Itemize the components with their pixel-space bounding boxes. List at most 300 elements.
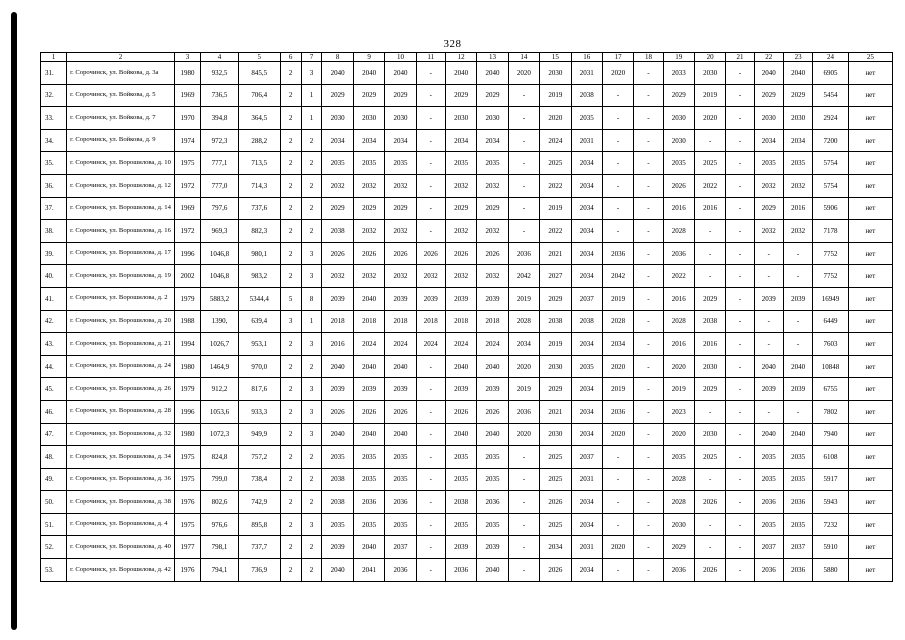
table-cell: 1975 <box>174 152 200 175</box>
table-cell: 798,1 <box>201 536 239 559</box>
table-cell: - <box>754 242 783 265</box>
table-cell: 737,6 <box>238 197 280 220</box>
table-cell: 1972 <box>174 220 200 243</box>
table-cell: 794,1 <box>201 559 239 582</box>
table-cell: 2040 <box>353 287 384 310</box>
table-cell: 1988 <box>174 310 200 333</box>
table-cell: 1979 <box>174 378 200 401</box>
table-cell: 2039 <box>385 378 416 401</box>
table-cell: 2016 <box>322 333 353 356</box>
table-cell: - <box>634 333 663 356</box>
table-cell: 2026 <box>540 559 571 582</box>
table-cell: 2024 <box>385 333 416 356</box>
column-number-row <box>41 53 893 62</box>
address-cell: г. Сорочинск, ул. Ворошилова, д. 40 <box>67 536 175 559</box>
table-cell: 2029 <box>754 197 783 220</box>
table-cell: 2042 <box>508 265 539 288</box>
table-cell: - <box>508 536 539 559</box>
table-cell: - <box>634 536 663 559</box>
table-cell: 2 <box>301 355 322 378</box>
table-cell: - <box>416 378 445 401</box>
table-cell: - <box>602 129 633 152</box>
table-cell: - <box>783 310 812 333</box>
table-cell: 2039 <box>754 378 783 401</box>
table-cell: 2037 <box>571 446 602 469</box>
table-cell: 2021 <box>540 400 571 423</box>
table-cell: 2019 <box>602 287 633 310</box>
table-cell: 2016 <box>783 197 812 220</box>
buildings-table <box>40 52 893 582</box>
table-cell: - <box>602 468 633 491</box>
table-cell: 2035 <box>385 152 416 175</box>
table-cell: 2025 <box>540 468 571 491</box>
address-cell: г. Сорочинск, ул. Ворошилова, д. 38 <box>67 491 175 514</box>
column-number: 8 <box>322 53 353 62</box>
table-cell: 1 <box>301 84 322 107</box>
table-cell: 2027 <box>540 265 571 288</box>
row-number-cell: 44. <box>41 355 67 378</box>
table-cell: нет <box>848 400 892 423</box>
address-cell: г. Сорочинск, ул. Ворошилова, д. 42 <box>67 559 175 582</box>
table-cell: 2040 <box>477 559 508 582</box>
table-cell: 2035 <box>663 446 694 469</box>
table-cell: 394,8 <box>201 107 239 130</box>
table-cell: 2030 <box>663 129 694 152</box>
table-cell: 6905 <box>813 62 849 85</box>
table-cell: 2022 <box>694 174 725 197</box>
table-cell: 2034 <box>571 152 602 175</box>
table-cell: 5883,2 <box>201 287 239 310</box>
row-number-cell: 45. <box>41 378 67 401</box>
address-cell: г. Сорочинск, ул. Ворошилова, д. 21 <box>67 333 175 356</box>
row-number-cell: 40. <box>41 265 67 288</box>
table-row <box>41 287 893 310</box>
table-cell: 2025 <box>540 446 571 469</box>
table-cell: 2032 <box>477 265 508 288</box>
table-cell: 799,0 <box>201 468 239 491</box>
column-number: 3 <box>174 53 200 62</box>
table-cell: 2029 <box>322 84 353 107</box>
address-cell: г. Сорочинск, ул. Ворошилова, д. 12 <box>67 174 175 197</box>
table-cell: 6755 <box>813 378 849 401</box>
table-cell: 2035 <box>322 152 353 175</box>
table-cell: 2034 <box>508 333 539 356</box>
table-cell: 2002 <box>174 265 200 288</box>
table-cell: 3 <box>301 423 322 446</box>
table-cell: 2029 <box>385 84 416 107</box>
column-number: 17 <box>602 53 633 62</box>
table-cell: - <box>726 242 754 265</box>
table-cell: - <box>634 287 663 310</box>
table-cell: 2040 <box>783 423 812 446</box>
table-cell: - <box>602 174 633 197</box>
table-cell: 2029 <box>445 84 476 107</box>
table-cell: - <box>634 265 663 288</box>
address-cell: г. Сорочинск, ул. Ворошилова, д. 34 <box>67 446 175 469</box>
table-cell: 3 <box>280 310 301 333</box>
table-cell: 2036 <box>663 559 694 582</box>
table-cell: 5906 <box>813 197 849 220</box>
table-cell: 2040 <box>353 355 384 378</box>
table-cell: 797,6 <box>201 197 239 220</box>
address-cell: г. Сорочинск, ул. Ворошилова, д. 24 <box>67 355 175 378</box>
table-cell: - <box>783 242 812 265</box>
table-cell: 2020 <box>602 62 633 85</box>
table-cell: - <box>416 197 445 220</box>
address-cell: г. Сорочинск, ул. Ворошилова, д. 20 <box>67 310 175 333</box>
table-cell: 2029 <box>385 197 416 220</box>
table-cell: 2032 <box>353 265 384 288</box>
table-cell: - <box>726 62 754 85</box>
table-cell: 2032 <box>477 174 508 197</box>
table-cell: - <box>634 174 663 197</box>
table-row <box>41 468 893 491</box>
table-cell: 2034 <box>571 400 602 423</box>
table-row <box>41 242 893 265</box>
table-cell: 2040 <box>754 62 783 85</box>
table-cell: 5 <box>280 287 301 310</box>
table-cell: 639,4 <box>238 310 280 333</box>
binding-edge <box>11 12 17 630</box>
table-cell: 2032 <box>416 265 445 288</box>
table-cell: 2039 <box>477 287 508 310</box>
table-cell: 2026 <box>385 400 416 423</box>
table-cell: 972,3 <box>201 129 239 152</box>
table-row <box>41 220 893 243</box>
table-cell: - <box>726 513 754 536</box>
table-cell: - <box>416 446 445 469</box>
table-cell: 2035 <box>477 468 508 491</box>
table-cell: нет <box>848 107 892 130</box>
table-cell: 2030 <box>353 107 384 130</box>
table-cell: 738,4 <box>238 468 280 491</box>
table-cell: 7752 <box>813 265 849 288</box>
table-cell: 2026 <box>322 242 353 265</box>
table-cell: 2031 <box>571 468 602 491</box>
table-cell: - <box>634 378 663 401</box>
table-cell: - <box>634 423 663 446</box>
table-cell: 2038 <box>445 491 476 514</box>
table-row <box>41 446 893 469</box>
table-cell: 2036 <box>353 491 384 514</box>
table-cell: 2035 <box>385 468 416 491</box>
table-cell: 2022 <box>540 174 571 197</box>
row-number-cell: 33. <box>41 107 67 130</box>
table-cell: 2020 <box>602 423 633 446</box>
table-cell: 2035 <box>445 446 476 469</box>
column-number: 13 <box>477 53 508 62</box>
table-cell: 1979 <box>174 287 200 310</box>
table-row <box>41 333 893 356</box>
table-cell: 2036 <box>663 242 694 265</box>
table-cell: 2037 <box>754 536 783 559</box>
table-cell: 2034 <box>571 197 602 220</box>
table-cell: 7603 <box>813 333 849 356</box>
table-cell: 2016 <box>694 197 725 220</box>
table-cell: 2 <box>280 423 301 446</box>
table-cell: 2031 <box>571 536 602 559</box>
table-cell: 2020 <box>602 536 633 559</box>
table-cell: 2034 <box>571 265 602 288</box>
table-cell: 2019 <box>540 84 571 107</box>
table-cell: 2034 <box>571 242 602 265</box>
table-cell: нет <box>848 152 892 175</box>
table-cell: 742,9 <box>238 491 280 514</box>
table-cell: 1390, <box>201 310 239 333</box>
table-cell: 2029 <box>754 84 783 107</box>
column-number: 2 <box>67 53 175 62</box>
table-cell: 2038 <box>694 310 725 333</box>
address-cell: г. Сорочинск, ул. Ворошилова, д. 2 <box>67 287 175 310</box>
address-cell: г. Сорочинск, ул. Ворошилова, д. 10 <box>67 152 175 175</box>
table-cell: 2026 <box>322 400 353 423</box>
table-cell: нет <box>848 536 892 559</box>
column-number: 11 <box>416 53 445 62</box>
table-cell: 714,3 <box>238 174 280 197</box>
table-cell: 2035 <box>353 446 384 469</box>
table-cell: 2038 <box>322 468 353 491</box>
table-cell: 2021 <box>540 242 571 265</box>
table-cell: - <box>416 559 445 582</box>
table-cell: 980,1 <box>238 242 280 265</box>
table-cell: 2030 <box>322 107 353 130</box>
table-cell: 2029 <box>353 84 384 107</box>
table-cell: 2 <box>280 174 301 197</box>
table-cell: - <box>416 355 445 378</box>
table-cell: нет <box>848 310 892 333</box>
table-cell: - <box>602 446 633 469</box>
table-cell: 2 <box>280 378 301 401</box>
table-cell: 2024 <box>540 129 571 152</box>
table-cell: 2032 <box>445 174 476 197</box>
table-cell: 2029 <box>322 197 353 220</box>
table-cell: 970,0 <box>238 355 280 378</box>
table-cell: - <box>783 333 812 356</box>
table-cell: - <box>508 152 539 175</box>
table-cell: 2032 <box>754 174 783 197</box>
table-cell: 2039 <box>445 378 476 401</box>
table-cell: 2039 <box>783 378 812 401</box>
table-cell: нет <box>848 62 892 85</box>
table-cell: 2 <box>280 265 301 288</box>
table-cell: 2026 <box>445 400 476 423</box>
table-cell: 2024 <box>416 333 445 356</box>
table-cell: 2 <box>280 220 301 243</box>
table-cell: 2030 <box>385 107 416 130</box>
table-cell: 1980 <box>174 355 200 378</box>
table-cell: - <box>602 559 633 582</box>
row-number-cell: 31. <box>41 62 67 85</box>
table-cell: 3 <box>301 242 322 265</box>
table-cell: 2034 <box>571 174 602 197</box>
table-cell: 1975 <box>174 513 200 536</box>
table-cell: 2036 <box>754 559 783 582</box>
table-cell: 2039 <box>322 287 353 310</box>
table-cell: 2036 <box>385 559 416 582</box>
table-cell: - <box>508 197 539 220</box>
table-cell: 912,2 <box>201 378 239 401</box>
table-cell: 3 <box>301 333 322 356</box>
table-cell: - <box>726 400 754 423</box>
table-cell: - <box>726 152 754 175</box>
column-number: 4 <box>201 53 239 62</box>
table-cell: 2029 <box>353 197 384 220</box>
table-cell: 7752 <box>813 242 849 265</box>
table-cell: 2029 <box>694 287 725 310</box>
table-cell: 2032 <box>385 174 416 197</box>
table-cell: - <box>416 491 445 514</box>
address-cell: г. Сорочинск, ул. Войкова, д. 5 <box>67 84 175 107</box>
column-number: 7 <box>301 53 322 62</box>
table-cell: 8 <box>301 287 322 310</box>
table-cell: 2019 <box>540 333 571 356</box>
table-cell: 2026 <box>477 400 508 423</box>
table-cell: 2032 <box>322 265 353 288</box>
table-cell: - <box>726 423 754 446</box>
table-cell: 2035 <box>754 152 783 175</box>
table-cell: - <box>726 378 754 401</box>
table-cell: 7178 <box>813 220 849 243</box>
table-cell: 2020 <box>602 355 633 378</box>
table-cell: 2039 <box>477 378 508 401</box>
table-row <box>41 129 893 152</box>
table-cell: - <box>754 265 783 288</box>
table-cell: 1996 <box>174 400 200 423</box>
table-cell: 2040 <box>385 355 416 378</box>
table-row <box>41 107 893 130</box>
table-cell: 2035 <box>445 468 476 491</box>
table-cell: 2037 <box>783 536 812 559</box>
table-cell: 2018 <box>322 310 353 333</box>
address-cell: г. Сорочинск, ул. Войкова, д. 9 <box>67 129 175 152</box>
table-cell: 2028 <box>663 468 694 491</box>
table-cell: 736,5 <box>201 84 239 107</box>
table-row <box>41 491 893 514</box>
table-cell: 2036 <box>602 242 633 265</box>
table-cell: 2 <box>301 174 322 197</box>
row-number-cell: 42. <box>41 310 67 333</box>
table-cell: - <box>634 513 663 536</box>
table-cell: 364,5 <box>238 107 280 130</box>
table-cell: 1046,8 <box>201 265 239 288</box>
column-number: 5 <box>238 53 280 62</box>
column-number: 21 <box>726 53 754 62</box>
table-cell: 2030 <box>663 513 694 536</box>
table-cell: - <box>783 400 812 423</box>
table-cell: 2035 <box>754 468 783 491</box>
table-cell: - <box>508 513 539 536</box>
table-cell: - <box>634 152 663 175</box>
table-cell: 2030 <box>477 107 508 130</box>
table-cell: 6449 <box>813 310 849 333</box>
table-cell: 2 <box>280 197 301 220</box>
column-number: 15 <box>540 53 571 62</box>
table-cell: 2020 <box>508 62 539 85</box>
table-cell: 2034 <box>602 333 633 356</box>
table-cell: 7940 <box>813 423 849 446</box>
table-cell: 2032 <box>385 265 416 288</box>
table-cell: 2 <box>280 491 301 514</box>
table-cell: 1980 <box>174 62 200 85</box>
table-cell: 2022 <box>663 265 694 288</box>
table-cell: 2035 <box>353 513 384 536</box>
table-cell: 2034 <box>571 491 602 514</box>
table-cell: - <box>694 468 725 491</box>
table-cell: 2 <box>280 536 301 559</box>
table-cell: - <box>634 355 663 378</box>
table-cell: 2030 <box>540 62 571 85</box>
table-cell: 2026 <box>353 400 384 423</box>
table-cell: - <box>726 446 754 469</box>
table-cell: 2030 <box>663 107 694 130</box>
table-cell: - <box>416 174 445 197</box>
table-cell: 5917 <box>813 468 849 491</box>
table-cell: 2040 <box>783 62 812 85</box>
column-number: 20 <box>694 53 725 62</box>
table-cell: - <box>634 220 663 243</box>
table-cell: - <box>416 513 445 536</box>
table-cell: нет <box>848 423 892 446</box>
row-number-cell: 46. <box>41 400 67 423</box>
table-cell: 2034 <box>353 129 384 152</box>
table-cell: 2029 <box>477 197 508 220</box>
table-cell: 2039 <box>322 378 353 401</box>
table-cell: 1046,8 <box>201 242 239 265</box>
table-cell: 2026 <box>416 242 445 265</box>
table-cell: 7802 <box>813 400 849 423</box>
table-cell: - <box>726 491 754 514</box>
table-cell: - <box>694 400 725 423</box>
table-cell: 2035 <box>663 152 694 175</box>
table-cell: 2018 <box>385 310 416 333</box>
table-cell: 2035 <box>445 513 476 536</box>
address-cell: г. Сорочинск, ул. Ворошилова, д. 16 <box>67 220 175 243</box>
table-cell: - <box>416 536 445 559</box>
table-row <box>41 378 893 401</box>
table-cell: 288,2 <box>238 129 280 152</box>
table-cell: - <box>416 400 445 423</box>
table-cell: - <box>726 197 754 220</box>
column-number: 19 <box>663 53 694 62</box>
table-cell: 1977 <box>174 536 200 559</box>
table-cell: нет <box>848 446 892 469</box>
table-cell: - <box>416 152 445 175</box>
address-cell: г. Сорочинск, ул. Ворошилова, д. 36 <box>67 468 175 491</box>
table-cell: - <box>416 468 445 491</box>
table-cell: 932,5 <box>201 62 239 85</box>
column-number: 12 <box>445 53 476 62</box>
table-cell: 2030 <box>540 355 571 378</box>
table-cell: 2036 <box>783 491 812 514</box>
table-cell: 1464,9 <box>201 355 239 378</box>
table-cell: - <box>508 107 539 130</box>
table-cell: 2040 <box>353 62 384 85</box>
table-cell: 2023 <box>663 400 694 423</box>
table-cell: - <box>508 491 539 514</box>
table-cell: - <box>726 220 754 243</box>
table-cell: 2026 <box>540 491 571 514</box>
table-cell: 2036 <box>445 559 476 582</box>
table-cell: 1974 <box>174 129 200 152</box>
table-row <box>41 559 893 582</box>
table-cell: - <box>694 536 725 559</box>
table-cell: 2029 <box>540 287 571 310</box>
table-cell: 7232 <box>813 513 849 536</box>
table-cell: 2029 <box>663 84 694 107</box>
table-cell: 2035 <box>571 107 602 130</box>
table-cell: 2040 <box>445 423 476 446</box>
table-cell: 2 <box>280 107 301 130</box>
